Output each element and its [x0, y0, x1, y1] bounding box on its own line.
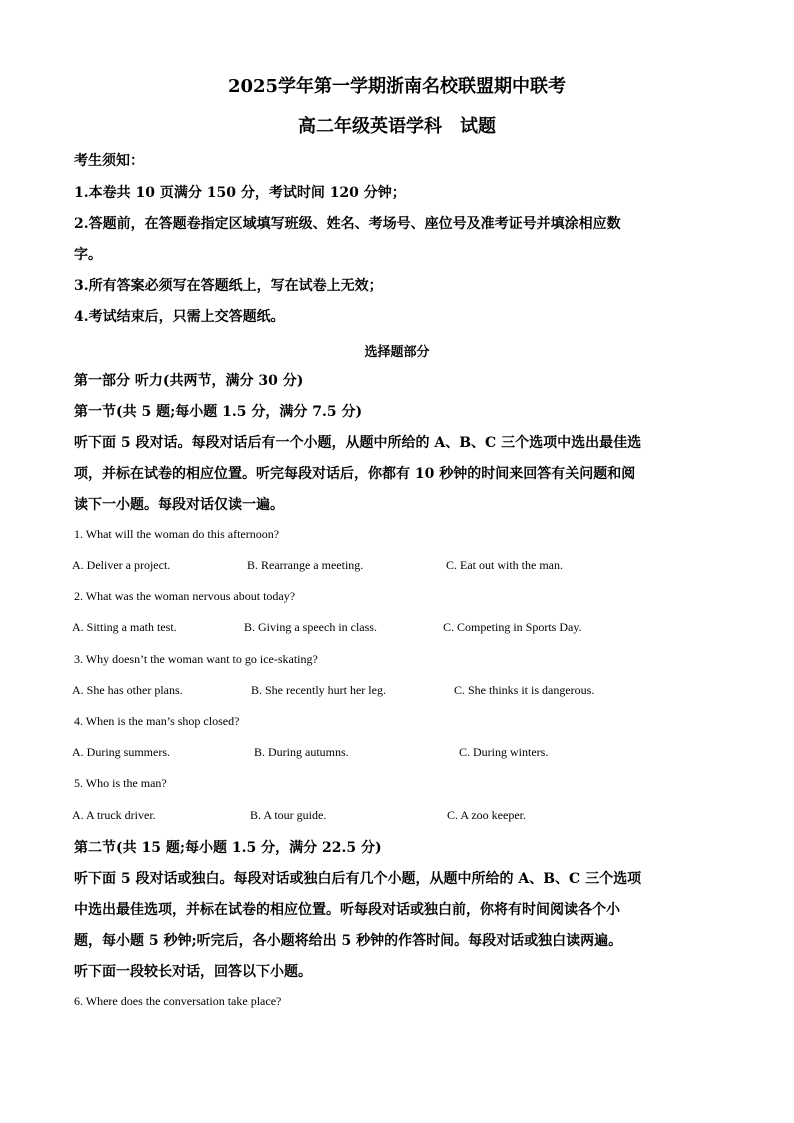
part1-heading: 第一部分 听力(共两节，满分 30 分) — [74, 373, 304, 389]
q5-option-c: C. A zoo keeper. — [447, 808, 526, 822]
question-5: 5. Who is the man? — [74, 776, 167, 790]
sub1-instructions-line1: 听下面 5 段对话。每段对话后有一个小题，从题中所给的 A、B、C 三个选项中选出最佳选 — [74, 435, 642, 451]
subsection2-heading: 第二节(共 15 题;每小题 1.5 分，满分 22.5 分) — [74, 840, 382, 856]
notice-item-3: 3.所有答案必须写在答题纸上，写在试卷上无效； — [74, 278, 383, 294]
q2-option-a: A. Sitting a math test. — [72, 620, 177, 634]
sub1-instructions-line2: 项，并标在试卷的相应位置。听完每段对话后，你都有 10 秒钟的时间来回答有关问题和阅 — [74, 466, 636, 482]
question-2: 2. What was the woman nervous about today? — [74, 589, 296, 603]
subject-label: 高二年级英语学科 — [298, 116, 442, 137]
question-4: 4. When is the man’s shop closed? — [74, 714, 240, 728]
exam-title: 2025学年第一学期浙南名校联盟期中联考 — [227, 76, 567, 97]
q2-option-c: C. Competing in Sports Day. — [443, 620, 582, 634]
q2-option-b: B. Giving a speech in class. — [244, 620, 377, 634]
q4-option-c: C. During winters. — [459, 745, 549, 759]
q1-option-b: B. Rearrange a meeting. — [247, 558, 364, 572]
q4-option-b: B. During autumns. — [254, 745, 349, 759]
exam-subtitle — [0, 112, 794, 138]
q1-option-a: A. Deliver a project. — [72, 558, 171, 572]
q4-option-a: A. During summers. — [72, 745, 170, 759]
q1-option-c: C. Eat out with the man. — [446, 558, 563, 572]
question-6: 6. Where does the conversation take place? — [74, 994, 282, 1008]
sub2-instructions-line4: 听下面一段较长对话，回答以下小题。 — [74, 964, 312, 980]
question-3: 3. Why doesn’t the woman want to go ice-skating? — [74, 652, 318, 666]
q3-option-a: A. She has other plans. — [72, 683, 183, 697]
subtitle-suffix: 试题 — [460, 116, 496, 137]
sub2-instructions-line2: 中选出最佳选项，并标在试卷的相应位置。听每段对话或独白前，你将有时间阅读各个小 — [74, 902, 620, 918]
notice-item-2: 2.答题前，在答题卷指定区域填写班级、姓名、考场号、座位号及准考证号并填涂相应数 — [74, 216, 621, 232]
sub2-instructions-line1: 听下面 5 段对话或独白。每段对话或独白后有几个小题，从题中所给的 A、B、C 三个选项 — [74, 871, 642, 887]
section-heading: 选择题部分 — [364, 345, 430, 360]
sub2-instructions-line3: 题，每小题 5 秒钟;听完后，各小题将给出 5 秒钟的作答时间。每段对话或独白读两遍。 — [74, 933, 623, 949]
notice-heading: 考生须知： — [74, 153, 144, 169]
sub1-instructions-line3: 读下一小题。每段对话仅读一遍。 — [74, 497, 284, 513]
notice-item-1: 1.本卷共 10 页满分 150 分，考试时间 120 分钟； — [74, 185, 406, 201]
q5-option-a: A. A truck driver. — [72, 808, 156, 822]
notice-item-2-cont: 字。 — [74, 247, 102, 263]
q3-option-c: C. She thinks it is dangerous. — [454, 683, 595, 697]
notice-item-4: 4.考试结束后，只需上交答题纸。 — [74, 309, 285, 325]
question-1: 1. What will the woman do this afternoon? — [74, 527, 280, 541]
q5-option-b: B. A tour guide. — [250, 808, 327, 822]
q3-option-b: B. She recently hurt her leg. — [251, 683, 386, 697]
subsection1-heading: 第一节(共 5 题;每小题 1.5 分，满分 7.5 分) — [74, 404, 363, 420]
